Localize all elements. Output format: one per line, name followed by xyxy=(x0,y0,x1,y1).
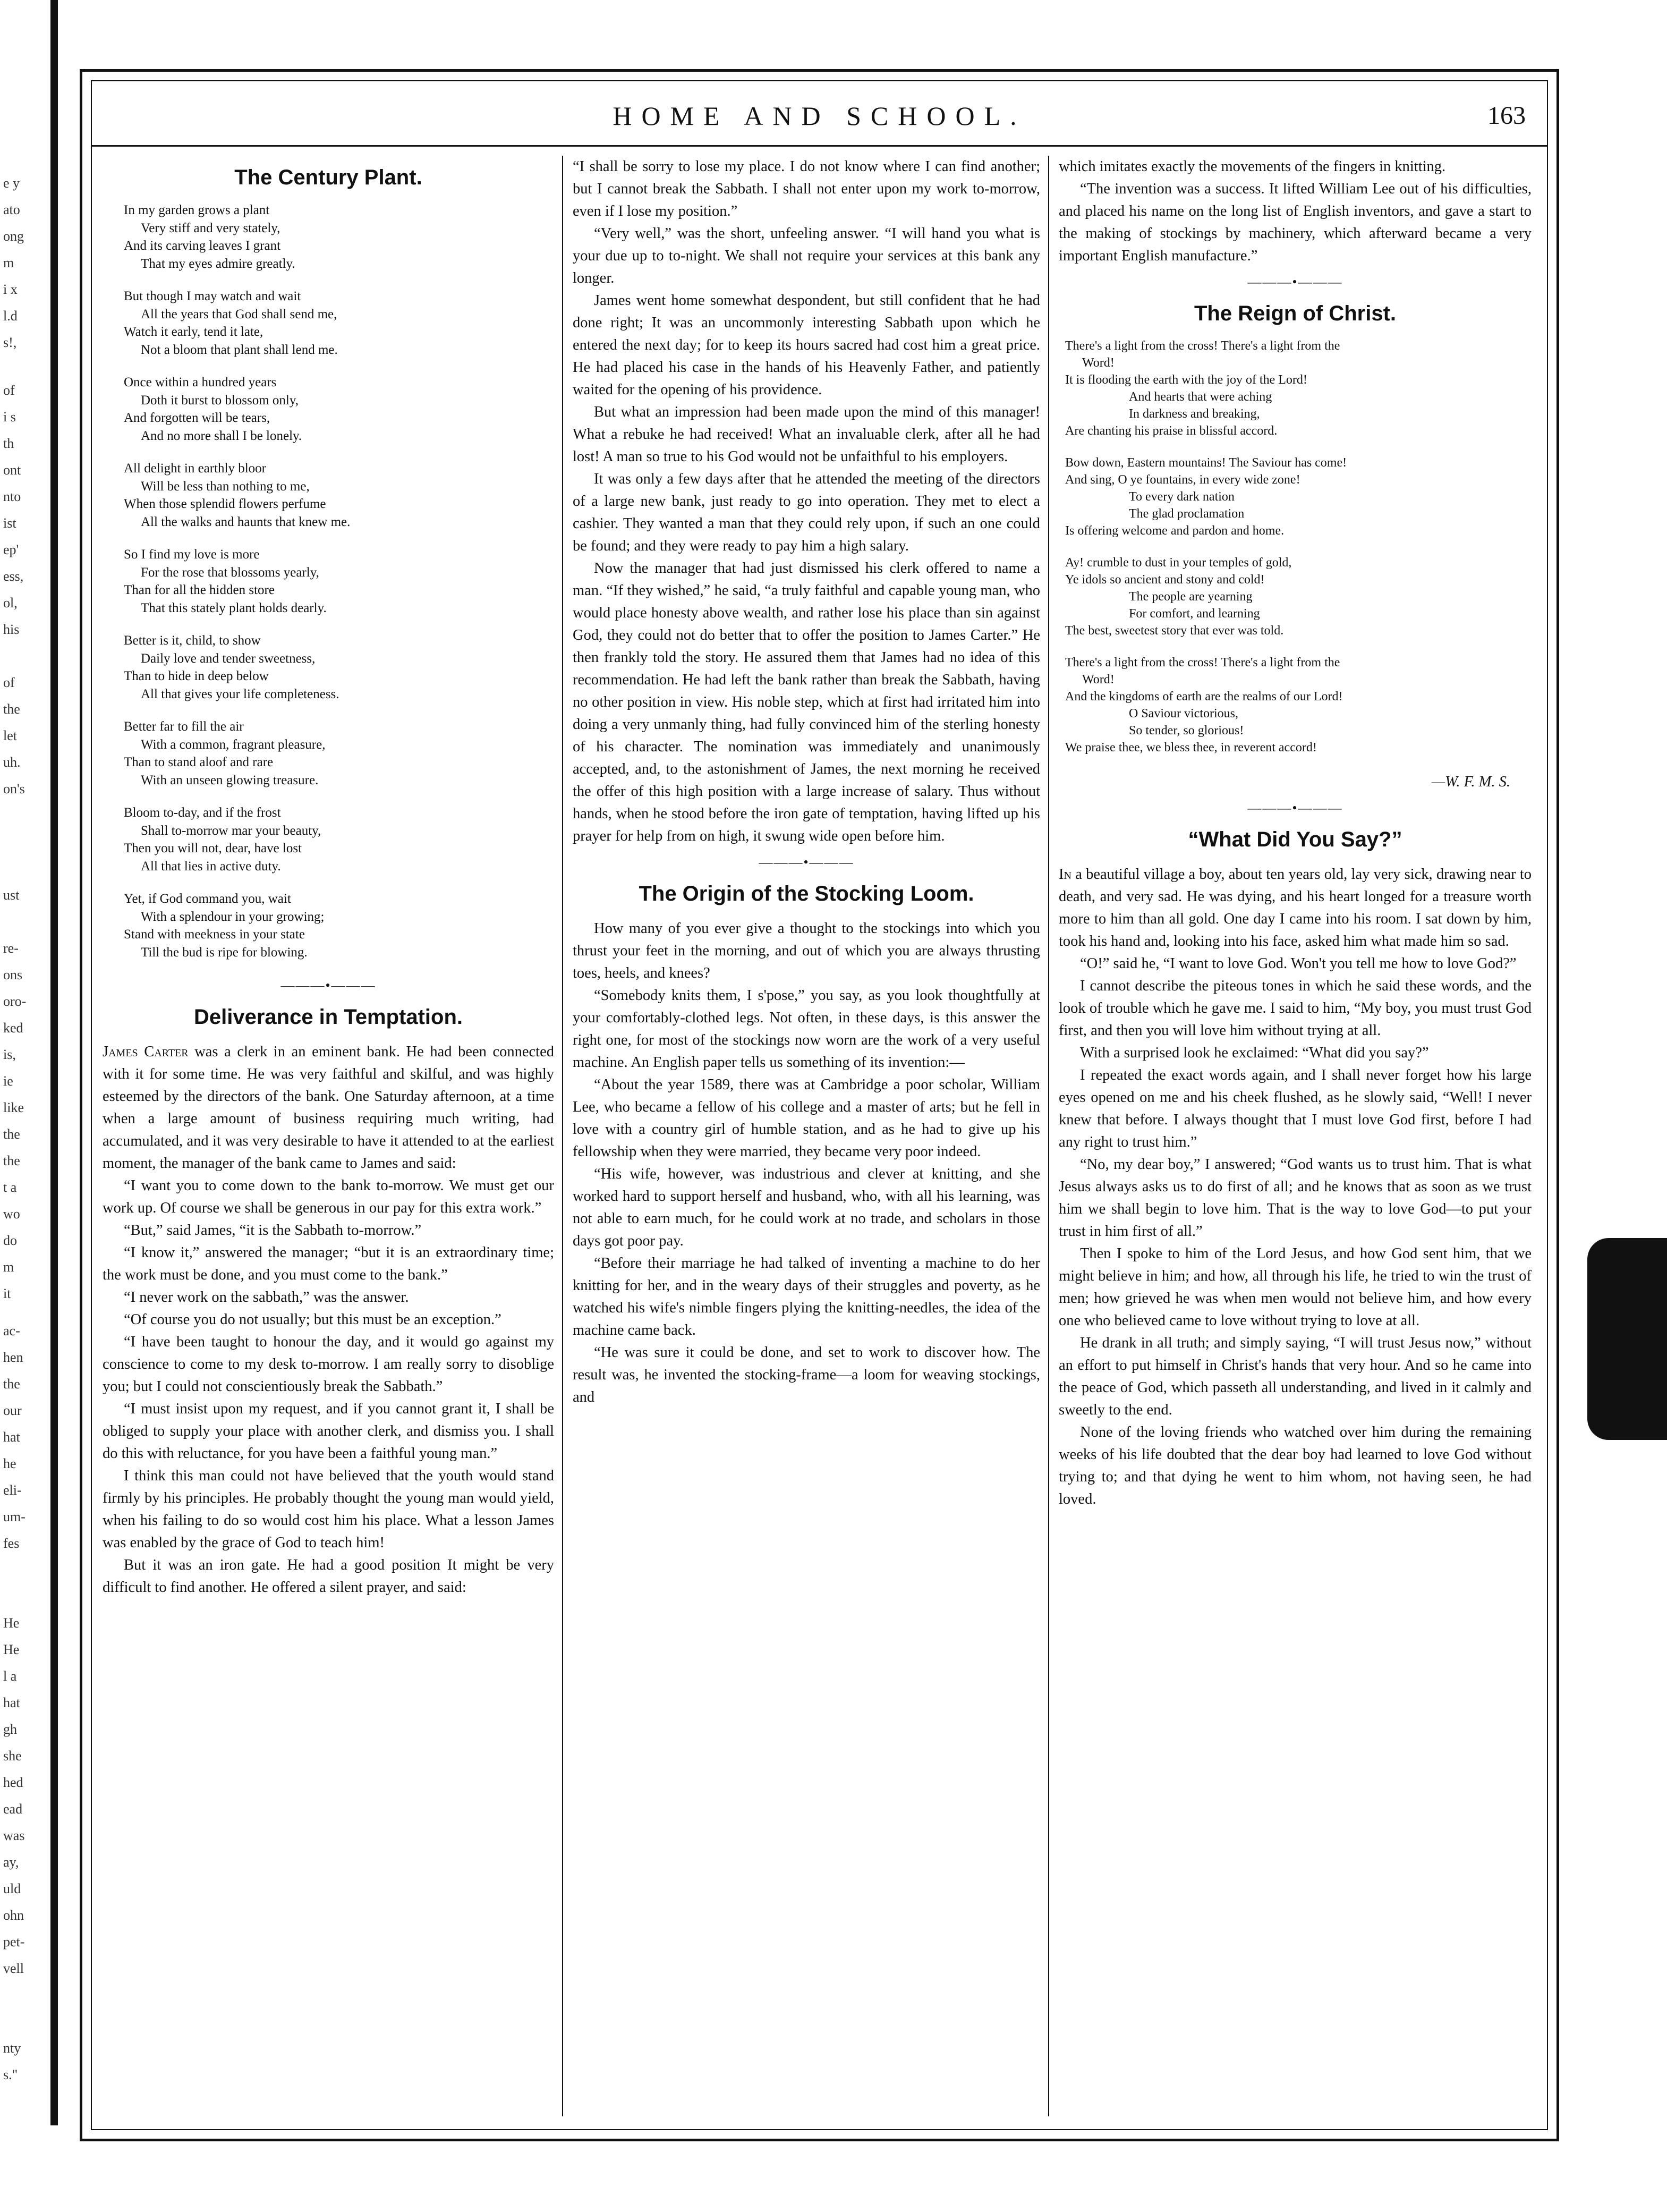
poem-line: With a splendour in your growing; xyxy=(141,909,325,924)
paragraph: Then I spoke to him of the Lord Jesus, and how God sent him, that we might believe in him; and how, all through his life, he tried to win the trust of men; how grieved he was when men would not believe him, and how every one who believed came to love without trying to love at all. xyxy=(1059,1245,1532,1329)
poem-line: In my garden grows a plant xyxy=(124,203,270,217)
adjacent-page-fragment: s!, xyxy=(3,335,17,350)
poem-stanza xyxy=(124,201,554,273)
adjacent-page-fragment: re- xyxy=(3,940,19,956)
adjacent-page-edge xyxy=(0,0,80,2125)
section-separator: ———•——— xyxy=(759,854,854,870)
poem-line: To every dark nation xyxy=(1129,490,1235,504)
poem-line: We praise thee, we bless thee, in reverent accord! xyxy=(1065,741,1317,755)
adjacent-page-fragment: it xyxy=(3,1286,11,1301)
poem-stanza xyxy=(124,460,554,531)
poem-line: Till the bud is ripe for blowing. xyxy=(141,945,308,960)
poem-line: The glad proclamation xyxy=(1129,507,1245,521)
section-separator: ———•——— xyxy=(1247,274,1343,290)
adjacent-page-fragment: she xyxy=(3,1748,22,1764)
poem-line: Than to hide in deep below xyxy=(124,669,269,683)
page-inner-frame xyxy=(91,80,1548,2130)
header-rule xyxy=(92,145,1547,147)
paragraph: How many of you ever give a thought to the stockings into which you thrust your feet in the morning, and out of which you are always thrusting toes, heels, and knees? xyxy=(573,920,1040,981)
poem-line: All the years that God shall send me, xyxy=(141,307,337,321)
adjacent-page-fragment: hen xyxy=(3,1350,23,1365)
adjacent-page-fragment: i x xyxy=(3,282,18,297)
adjacent-page-fragment: ked xyxy=(3,1020,23,1036)
poem-line: Is offering welcome and pardon and home. xyxy=(1065,524,1285,538)
poem-line: And no more shall I be lonely. xyxy=(141,428,302,443)
poem-line: All that lies in active duty. xyxy=(141,859,281,874)
adjacent-page-fragment: our xyxy=(3,1403,22,1418)
paragraph: “Of course you do not usually; but this must be an exception.” xyxy=(124,1311,501,1328)
paragraph xyxy=(103,1041,554,1175)
poem-line: Than for all the hidden store xyxy=(124,583,275,597)
poem-stanza xyxy=(1065,654,1532,756)
poem-line: Than to stand aloof and rare xyxy=(124,755,274,769)
adjacent-page-fragment: the xyxy=(3,1153,20,1168)
adjacent-page-fragment: m xyxy=(3,1259,14,1275)
paragraph: “I never work on the sabbath,” was the answer. xyxy=(124,1289,409,1306)
adjacent-page-fragment: like xyxy=(3,1100,24,1115)
poem-line: Ay! crumble to dust in your temples of gold, xyxy=(1065,556,1292,570)
column-rule-1 xyxy=(562,156,563,2116)
paragraph: “Very well,” was the short, unfeeling answer. “I will hand you what is your due up to to-night. We shall not require your services at this bank any longer. xyxy=(573,225,1040,286)
adjacent-page-fragment: hed xyxy=(3,1775,23,1790)
poem-line: But though I may watch and wait xyxy=(124,289,301,303)
adjacent-page-fragment: gh xyxy=(3,1722,17,1737)
poem-line: It is flooding the earth with the joy of the Lord! xyxy=(1065,373,1307,387)
poem-reign-of-christ xyxy=(1065,337,1532,756)
page-number: 163 xyxy=(1487,101,1526,130)
poem-stanza xyxy=(124,374,554,445)
adjacent-page-fragment: l.d xyxy=(3,308,18,324)
adjacent-page-fragment: ess, xyxy=(3,569,24,584)
adjacent-page-fragment: of xyxy=(3,383,15,398)
adjacent-page-fragment: he xyxy=(3,1456,16,1471)
poem-line: All delight in earthly bloor xyxy=(124,461,267,476)
adjacent-page-fragment: the xyxy=(3,701,20,717)
adjacent-page-fragment: wo xyxy=(3,1206,20,1222)
paragraph xyxy=(1059,863,1532,953)
paragraph-text: a beautiful village a boy, about ten years old, lay very sick, drawing near to death, and very sad. He was dying, and his heart longed for a treasure worth more to him than all gold. One day I came into his room. I sat down by him, took his hand and, looking into his face, asked him what made him so sad. xyxy=(1059,866,1532,950)
poem-line: Doth it burst to blossom only, xyxy=(141,393,299,408)
adjacent-page-fragment: t a xyxy=(3,1180,17,1195)
paragraph: “But,” said James, “it is the Sabbath to-morrow.” xyxy=(124,1222,422,1239)
article-body-what-did-you-say xyxy=(1059,863,1532,1511)
adjacent-page-fragment: eli- xyxy=(3,1482,22,1498)
section-separator: ———•——— xyxy=(1247,800,1343,816)
article-title-deliverance: Deliverance in Temptation. xyxy=(193,1005,463,1029)
paragraph: He drank in all truth; and simply saying, “I will trust Jesus now,” without an effort to put himself in Christ's hands that very hour. And so he came into the peace of God, which passeth all understanding, and lived in it calmly and sweetly to the end. xyxy=(1059,1335,1532,1418)
poem-line: Better far to fill the air xyxy=(124,719,244,734)
poem-line: Better is it, child, to show xyxy=(124,633,261,648)
adjacent-page-fragment: pet- xyxy=(3,1934,25,1950)
adjacent-page-fragment: th xyxy=(3,436,14,451)
adjacent-page-fragment: ac- xyxy=(3,1323,20,1338)
adjacent-page-fragment: of xyxy=(3,675,15,690)
paragraph: James went home somewhat despondent, but still confident that he had done right; It was an uncommonly interesting Sabbath upon which he entered the next day; for to keep its hours sacred had cost him a great price. He had placed his case in the hands of his Heavenly Father, and patiently waited for the opening of his providence. xyxy=(573,292,1040,398)
poem-line: The best, sweetest story that ever was told. xyxy=(1065,624,1284,638)
adjacent-page-fragment: uh. xyxy=(3,755,21,770)
poem-signature: —W. F. M. S. xyxy=(1431,774,1510,790)
section-separator: ———•——— xyxy=(280,978,376,993)
paragraph: “Somebody knits them, I s'pose,” you say, as you look thoughtfully at your comfortably-clothed legs. Not often, in these days, is this answer the right one, for most of the stockings now worn are the work of a very useful machine. An English paper tells us something of its invention:— xyxy=(573,987,1040,1071)
article-body-stocking-continued xyxy=(1059,156,1532,267)
poem-line: Ye idols so ancient and stony and cold! xyxy=(1065,573,1265,587)
adjacent-page-fragment: nty xyxy=(3,2040,21,2056)
binding-mark xyxy=(1587,1238,1667,1440)
poem-stanza xyxy=(124,287,554,359)
article-title-what-did-you-say: “What Did You Say?” xyxy=(1188,828,1402,851)
paragraph: “His wife, however, was industrious and clever at knitting, and she worked hard to support herself and husband, who, with all his learning, was not able to earn much, for he could work at no trade, and scholars in those days got poor pay. xyxy=(573,1166,1040,1249)
column-rule-2 xyxy=(1048,156,1049,2116)
paragraph: It was only a few days after that he attended the meeting of the directors of a large new bank, just ready to go into operation. They met to elect a cashier. They wanted a man that they could rely upon, if such an one could be found; and they were ready to pay him a high salary. xyxy=(573,471,1040,554)
poem-line: All that gives your life completeness. xyxy=(141,687,339,701)
adjacent-page-fragment: ust xyxy=(3,887,20,903)
paragraph: “I must insist upon my request, and if you cannot grant it, I shall be obliged to supply your place with another clerk, and dismiss you. I shall do this with reluctance, for you have been a faithful young man.” xyxy=(103,1401,554,1462)
poem-line: For comfort, and learning xyxy=(1129,607,1260,621)
adjacent-page-fragment: ol, xyxy=(3,595,18,611)
adjacent-page-fragment: ie xyxy=(3,1073,13,1089)
paragraph: “Before their marriage he had talked of inventing a machine to do her knitting for her, and in the weary days of their struggles and poverty, as he watched his wife's nimble fingers plying the knitting-needles, the idea of the machine came back. xyxy=(573,1255,1040,1338)
paragraph: With a surprised look he exclaimed: “What did you say?” xyxy=(1080,1045,1429,1061)
poem-line: Word! xyxy=(1082,673,1115,687)
poem-stanza xyxy=(124,718,554,789)
lead-words: In xyxy=(1059,866,1071,883)
paragraph: which imitates exactly the movements of the fingers in knitting. xyxy=(1059,158,1446,175)
paragraph: I think this man could not have believed that the youth would stand firmly by his principles. He probably thought the young man would yield, when his failing to do so would cost him his place. What a lesson James was enabled by the grace of God to teach him! xyxy=(103,1468,554,1551)
paragraph: Now the manager that had just dismissed his clerk offered to name a man. “If they wished,” he said, “a truly faithful and capable young man, who would place honesty above wealth, and rather lose his place than sin against God, they could not do better that to offer the position to James Carter.” He then frankly told the story. He assured them that James had no idea of this recommendation. He had left the bank rather than break the Sabbath, having no other position in view. His noble step, which at first had irritated him into doing a very unmanly thing, had fully convinced him of the sterling honesty of his character. The nomination was immediately and unanimously accepted, and, to the astonishment of James, the next morning he received the offer of this high position with a large increase of salary. Thus without hands, when he stood before the iron gate of temptation, having lifted up his prayer for help from on high, it swung wide open before him. xyxy=(573,560,1040,844)
poem-line: That my eyes admire greatly. xyxy=(141,256,295,271)
poem-stanza xyxy=(1065,337,1532,439)
adjacent-page-fragment: ont xyxy=(3,462,21,478)
poem-line: And forgotten will be tears, xyxy=(124,411,270,425)
paragraph: I repeated the exact words again, and I shall never forget how his large eyes opened on me and his cheek flushed, as he slowly said, “Well! I never knew that before. I always thought that I must love God first, before I had any right to trust him.” xyxy=(1059,1067,1532,1150)
paragraph: I cannot describe the piteous tones in which he said these words, and the look of trouble which he gave me. I said to him, “My boy, you must trust God first, and then you will love him without trying at all. xyxy=(1059,978,1532,1039)
paragraph: But it was an iron gate. He had a good position It might be very difficult to find another. He offered a silent prayer, and said: xyxy=(103,1557,554,1596)
poem-line: Watch it early, tend it late, xyxy=(124,325,263,339)
article-title-reign-of-christ: The Reign of Christ. xyxy=(1194,302,1396,325)
adjacent-page-fragment: the xyxy=(3,1376,20,1392)
adjacent-page-fragment: e y xyxy=(3,175,20,191)
poem-line: Stand with meekness in your state xyxy=(124,927,305,942)
adjacent-page-fragment: ay, xyxy=(3,1854,19,1870)
poem-line: Daily love and tender sweetness, xyxy=(141,651,316,666)
adjacent-page-fragment: hat xyxy=(3,1695,20,1710)
poem-line: That this stately plant holds dearly. xyxy=(141,600,327,615)
poem-stanza xyxy=(124,632,554,703)
poem-line: Very stiff and very stately, xyxy=(141,221,280,235)
article-body-deliverance xyxy=(103,1041,554,1599)
poem-line: And the kingdoms of earth are the realms of our Lord! xyxy=(1065,690,1343,704)
poem-stanza xyxy=(1065,454,1532,539)
article-title-stocking-loom: The Origin of the Stocking Loom. xyxy=(639,882,974,905)
article-body-stocking-loom xyxy=(573,918,1040,1409)
column-3 xyxy=(1059,156,1532,2116)
poem-line: For the rose that blossoms yearly, xyxy=(141,565,319,580)
adjacent-page-fragment: ead xyxy=(3,1801,23,1817)
paragraph: “I shall be sorry to lose my place. I do not know where I can find another; but I cannot break the Sabbath. I shall not enter upon my work to-morrow, even if I lose my position.” xyxy=(573,158,1040,219)
adjacent-page-fragment: s." xyxy=(3,2067,18,2082)
paragraph: “I have been taught to honour the day, and it would go against my conscience to come to my desk to-morrow. I am really sorry to disoblige you; but I could not conscientiously break the Sabbath.” xyxy=(103,1334,554,1395)
adjacent-page-fragment: uld xyxy=(3,1881,21,1896)
paragraph: “No, my dear boy,” I answered; “God wants us to trust him. That is what Jesus always asks us to do first of all; and he knows that as soon as we trust him we shall begin to love him. That is the way to love God—to put your trust in him first of all.” xyxy=(1059,1156,1532,1240)
article-title-century-plant: The Century Plant. xyxy=(234,166,422,189)
poem-line: The people are yearning xyxy=(1129,590,1253,604)
poem-line: And hearts that were aching xyxy=(1129,390,1272,404)
adjacent-page-fragment: ohn xyxy=(3,1908,24,1923)
newspaper-page xyxy=(80,69,1559,2141)
poem-line: Shall to-morrow mar your beauty, xyxy=(141,823,321,838)
poem-stanza xyxy=(124,546,554,617)
running-title: HOME AND SCHOOL. xyxy=(613,101,1026,131)
adjacent-page-fragment: is, xyxy=(3,1047,16,1062)
poem-line: All the walks and haunts that knew me. xyxy=(141,514,351,529)
poem-line: Are chanting his praise in blissful accord. xyxy=(1065,424,1278,438)
poem-line: Will be less than nothing to me, xyxy=(141,479,310,494)
page-gutter-bar xyxy=(50,0,58,2125)
poem-line: Word! xyxy=(1082,356,1115,370)
adjacent-page-fragment: ato xyxy=(3,202,20,217)
adjacent-page-fragment: oro- xyxy=(3,994,27,1009)
poem-line: So tender, so glorious! xyxy=(1129,724,1244,738)
page-header xyxy=(92,92,1547,140)
adjacent-page-fragment: the xyxy=(3,1126,20,1142)
adjacent-page-fragment: ong xyxy=(3,228,24,244)
paragraph-text: was a clerk in an eminent bank. He had been connected with it for some time. He was very faithful and skilful, and was highly esteemed by the directors of the bank. One Saturday afternoon, at a time when a large amount of business requiring much writing, had accumulated, and it was very desirable to have it attended to at the earliest moment, the manager of the bank came to James and said: xyxy=(103,1044,554,1172)
article-body-deliverance-continued xyxy=(573,156,1040,847)
poem-line: Not a bloom that plant shall lend me. xyxy=(141,342,338,357)
adjacent-page-fragment: let xyxy=(3,728,17,743)
poem-line: Yet, if God command you, wait xyxy=(124,892,291,906)
adjacent-page-fragment: vell xyxy=(3,1961,24,1976)
column-2 xyxy=(573,156,1040,2116)
column-1 xyxy=(103,156,554,2116)
poem-line: There's a light from the cross! There's a light from the xyxy=(1065,656,1340,669)
poem-line: And its carving leaves I grant xyxy=(124,239,281,253)
adjacent-page-fragment: do xyxy=(3,1233,17,1248)
adjacent-page-fragment: nto xyxy=(3,489,21,504)
poem-stanza xyxy=(124,804,554,875)
poem-line: Bow down, Eastern mountains! The Saviour has come! xyxy=(1065,456,1347,470)
adjacent-page-fragment: ep' xyxy=(3,542,19,557)
poem-line: There's a light from the cross! There's a light from the xyxy=(1065,339,1340,353)
paragraph: “O!” said he, “I want to love God. Won't you tell me how to love God?” xyxy=(1080,955,1517,972)
adjacent-page-fragment: his xyxy=(3,622,20,637)
paragraph: “The invention was a success. It lifted William Lee out of his difficulties, and placed his name on the long list of English inventors, and gave a start to the making of stockings by machinery, which afterward became a very important English manufacture.” xyxy=(1059,181,1532,264)
poem-stanza xyxy=(124,890,554,961)
adjacent-page-fragment: was xyxy=(3,1828,25,1843)
adjacent-page-fragment: l a xyxy=(3,1668,17,1684)
poem-line: Then you will not, dear, have lost xyxy=(124,841,302,855)
paragraph: But what an impression had been made upon the mind of this manager! What a rebuke he had received! What an invaluable clerk, after all he had lost! A man so true to his God would not be unfaithful to his employers. xyxy=(573,404,1040,465)
poem-line: Bloom to-day, and if the frost xyxy=(124,806,281,820)
adjacent-page-fragment: He xyxy=(3,1615,20,1631)
adjacent-page-fragment: hat xyxy=(3,1429,20,1445)
poem-line: In darkness and breaking, xyxy=(1129,407,1260,421)
poem-stanza xyxy=(1065,554,1532,639)
adjacent-page-fragment: ons xyxy=(3,967,23,982)
paragraph: “I want you to come down to the bank to-morrow. We must get our work up. Of course we shall be generous in our pay for this extra work.” xyxy=(103,1177,554,1216)
adjacent-page-fragment: m xyxy=(3,255,14,270)
poem-line: And sing, O ye fountains, in every wide zone! xyxy=(1065,473,1300,487)
paragraph: “About the year 1589, there was at Cambridge a poor scholar, William Lee, who became a fellow of his college and a master of arts; but he fell in love with a country girl of humble station, and as he had to give up his fellowship when they were married, they became very poor indeed. xyxy=(573,1077,1040,1160)
adjacent-page-fragment: on's xyxy=(3,781,25,796)
paragraph: “He was sure it could be done, and set to work to discover how. The result was, he invented the stocking-frame—a loom for weaving stockings, and xyxy=(573,1344,1040,1405)
adjacent-page-fragment: He xyxy=(3,1642,20,1657)
poem-line: When those splendid flowers perfume xyxy=(124,497,326,511)
poem-line: With an unseen glowing treasure. xyxy=(141,773,319,787)
paragraph: “I know it,” answered the manager; “but it is an extraordinary time; the work must be done, and you must come to the bank.” xyxy=(103,1244,554,1283)
paragraph: None of the loving friends who watched over him during the remaining weeks of his life doubted that the dear boy had learned to love God without trying to; and that dying he went to him whom, not having seen, he had loved. xyxy=(1059,1424,1532,1507)
poem-line: O Saviour victorious, xyxy=(1129,707,1238,721)
poem-century-plant xyxy=(124,201,554,961)
lead-words: James Carter xyxy=(103,1044,189,1060)
poem-line: So I find my love is more xyxy=(124,547,260,562)
poem-line: Once within a hundred years xyxy=(124,375,277,389)
adjacent-page-fragment: um- xyxy=(3,1509,25,1524)
adjacent-page-fragment: i s xyxy=(3,409,16,425)
poem-line: With a common, fragrant pleasure, xyxy=(141,737,326,752)
adjacent-page-fragment: ist xyxy=(3,515,16,531)
adjacent-page-fragment: fes xyxy=(3,1536,20,1551)
